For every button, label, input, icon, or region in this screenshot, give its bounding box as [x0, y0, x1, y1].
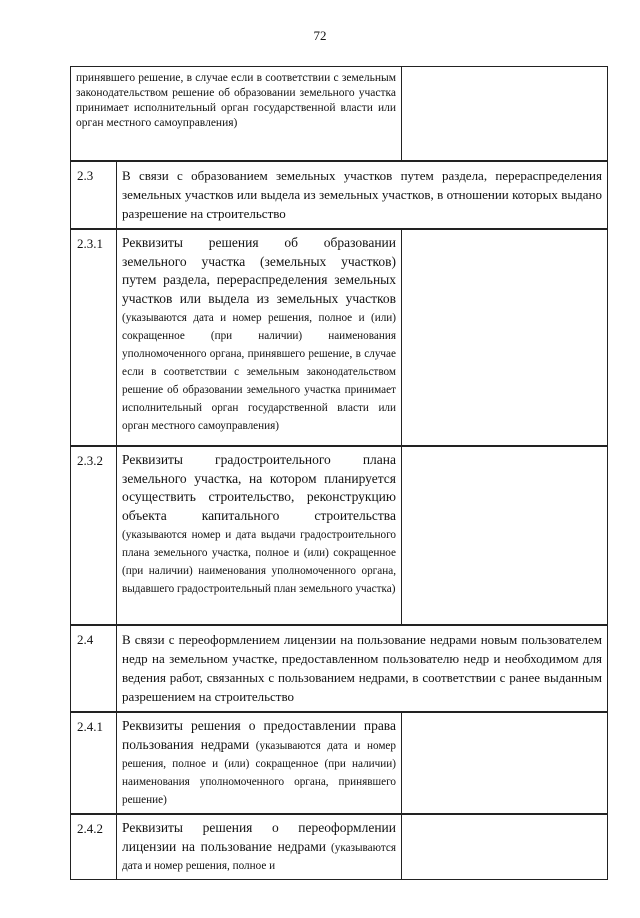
field-label-detail: (указываются номер и дата выдачи градостроительного плана земельного участка, полное и (или) сокращенное (при наличии) наименования уполномоченного органа, выдавшего градостроительный план земельного участка)	[122, 529, 396, 595]
table-row-2-3	[71, 161, 608, 229]
table-row-2-3-2	[71, 446, 608, 625]
table-row-2-4	[71, 625, 608, 712]
page-number: 72	[313, 28, 327, 43]
row-number-2-3-1: 2.3.1	[71, 229, 117, 446]
value-cell-2-4-1[interactable]	[402, 712, 608, 814]
row-number-2-4-1: 2.4.1	[71, 712, 117, 814]
field-label-lead: Реквизиты решения об образовании земельного участка (земельных участков) путем раздела, перераспределения земельных участков или выдела из земельных участков	[122, 235, 396, 306]
field-label-2-4-1	[117, 712, 402, 814]
field-label-lead: Реквизиты градостроительного плана земельного участка, на котором планируется осуществить строительство, реконструкцию объекта капитального строительства	[122, 452, 396, 523]
field-label-lead: Реквизиты решения о предоставлении права пользования недрами	[122, 718, 396, 752]
row-number-2-3: 2.3	[71, 161, 117, 229]
table-row-continuation	[71, 67, 608, 162]
table-row-2-4-2	[71, 814, 608, 880]
field-label-detail: (указываются дата и номер решения, полное и (или) сокращенное (при наличии) наименования уполномоченного органа, принявшего решение, в случае если в соответствии с земельным законодательством решение об образовании земельного участка принимает исполнительный орган государственной власти или орган местного самоуправления)	[122, 312, 396, 432]
value-cell-2-4-2[interactable]	[402, 814, 608, 880]
section-heading-2-3: В связи с образованием земельных участков путем раздела, перераспределения земельных участков или выдела из земельных участков, в отношении которых выдано разрешение на строительство	[117, 161, 608, 229]
value-cell-continuation[interactable]	[402, 67, 608, 162]
field-label-2-3-1	[117, 229, 402, 446]
value-cell-2-3-2[interactable]	[402, 446, 608, 625]
table-row-2-4-1	[71, 712, 608, 814]
field-label-detail: (указываются дата и номер решения, полное и (или) сокращенное (при наличии) наименования уполномоченного органа, принявшего решение)	[122, 739, 396, 806]
value-cell-2-3-1[interactable]	[402, 229, 608, 446]
section-heading-2-4: В связи с переоформлением лицензии на пользование недрами новым пользователем недр на земельном участке, предоставленном пользователю недр и необходимом для ведения работ, связанных с пользованием недрами, в соответствии с ранее выданным разрешением на строительство	[117, 625, 608, 712]
field-label-2-3-2	[117, 446, 402, 625]
field-label-lead: Реквизиты решения о переоформлении лицензии на пользование недрами	[122, 820, 396, 854]
continuation-text: принявшего решение, в случае если в соответствии с земельным законодательством решение об образовании земельного участка принимает исполнительный орган государственной власти или орган местного самоуправления)	[71, 67, 402, 162]
requisites-table	[70, 66, 608, 880]
field-label-detail: (указываются дата и номер решения, полное и	[122, 841, 396, 872]
row-number-2-4-2: 2.4.2	[71, 814, 117, 880]
row-number-2-3-2: 2.3.2	[71, 446, 117, 625]
row-number-2-4: 2.4	[71, 625, 117, 712]
field-label-2-4-2	[117, 814, 402, 880]
table-row-2-3-1	[71, 229, 608, 446]
